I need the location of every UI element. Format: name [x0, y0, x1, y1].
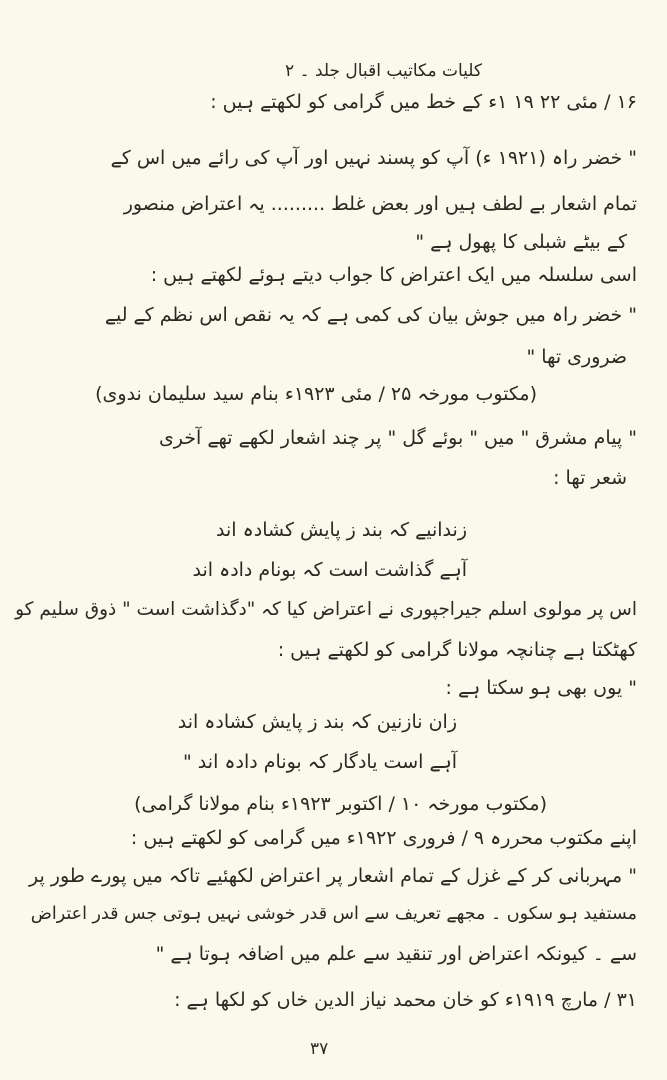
body-line: ۱۶ / مئی ۲۲ ۱۹ ۱ء کے خط میں گرامی کو لکھتے ہیں : [210, 91, 637, 113]
body-line: مستفید ہو سکوں ۔ مجھے تعریف سے اس قدر خوشی نہیں ہوتی جس قدر اعتراض [30, 904, 637, 924]
body-line: " پیام مشرق " میں " بوئے گل " پر چند اشعار لکھے تھے آخری [158, 427, 637, 449]
verse-line: زان نازنین کہ بند ز پایش کشادہ اند [177, 711, 457, 733]
running-title: کلیات مکاتیب اقبال جلد ۔ ۲ [285, 61, 482, 81]
body-line: اسی سلسلہ میں ایک اعتراض کا جواب دیتے ہوئے لکھتے ہیں : [150, 264, 637, 286]
body-line: ضروری تھا " [526, 346, 627, 368]
body-line: " مہربانی کر کے غزل کے تمام اشعار پر اعتراض لکھئیے تاکہ میں پورے طور پر [28, 865, 637, 887]
body-line: کھٹکتا ہے چنانچہ مولانا گرامی کو لکھتے ہیں : [277, 639, 637, 661]
body-line: اس پر مولوی اسلم جیراجپوری نے اعتراض کیا کہ "دگذاشت است " ذوق سلیم کو [15, 599, 637, 620]
body-line: " یوں بھی ہو سکتا ہے : [445, 677, 637, 699]
citation: (مکتوب مورخہ ۱۰ / اکتوبر ۱۹۲۳ء بنام مولانا گرامی) [134, 793, 547, 815]
page-number: ۳۷ [310, 1039, 329, 1059]
body-line: تمام اشعار بے لطف ہیں اور بعض غلط ......... یہ اعتراض منصور [123, 193, 637, 215]
body-line: ۳۱ / مارچ ۱۹۱۹ء کو خان محمد نیاز الدین خاں کو لکھا ہے : [174, 989, 637, 1011]
verse-line: آہے گذاشت است کہ بونام دادہ اند [192, 559, 467, 581]
body-line: اپنے مکتوب محررہ ۹ / فروری ۱۹۲۲ء میں گرامی کو لکھتے ہیں : [130, 827, 637, 849]
verse-line: آہے است یادگار کہ بونام دادہ اند " [183, 751, 457, 773]
body-line: " خضر راہ میں جوش بیان کی کمی ہے کہ یہ نقص اس نظم کے لیے [104, 304, 637, 326]
body-line: کے بیٹے شبلی کا پھول ہے " [415, 231, 627, 253]
citation: (مکتوب مورخہ ۲۵ / مئی ۱۹۲۳ء بنام سید سلیمان ندوی) [95, 383, 537, 405]
verse-line: زندانیے کہ بند ز پایش کشادہ اند [216, 519, 467, 541]
body-line: شعر تھا : [553, 467, 627, 489]
body-line: سے ۔ کیونکہ اعتراض اور تنقید سے علم میں اضافہ ہوتا ہے " [155, 943, 637, 965]
body-line: " خضر راہ (۱۹۲۱ ء) آپ کو پسند نہیں اور آپ کی رائے میں اس کے [110, 147, 637, 169]
